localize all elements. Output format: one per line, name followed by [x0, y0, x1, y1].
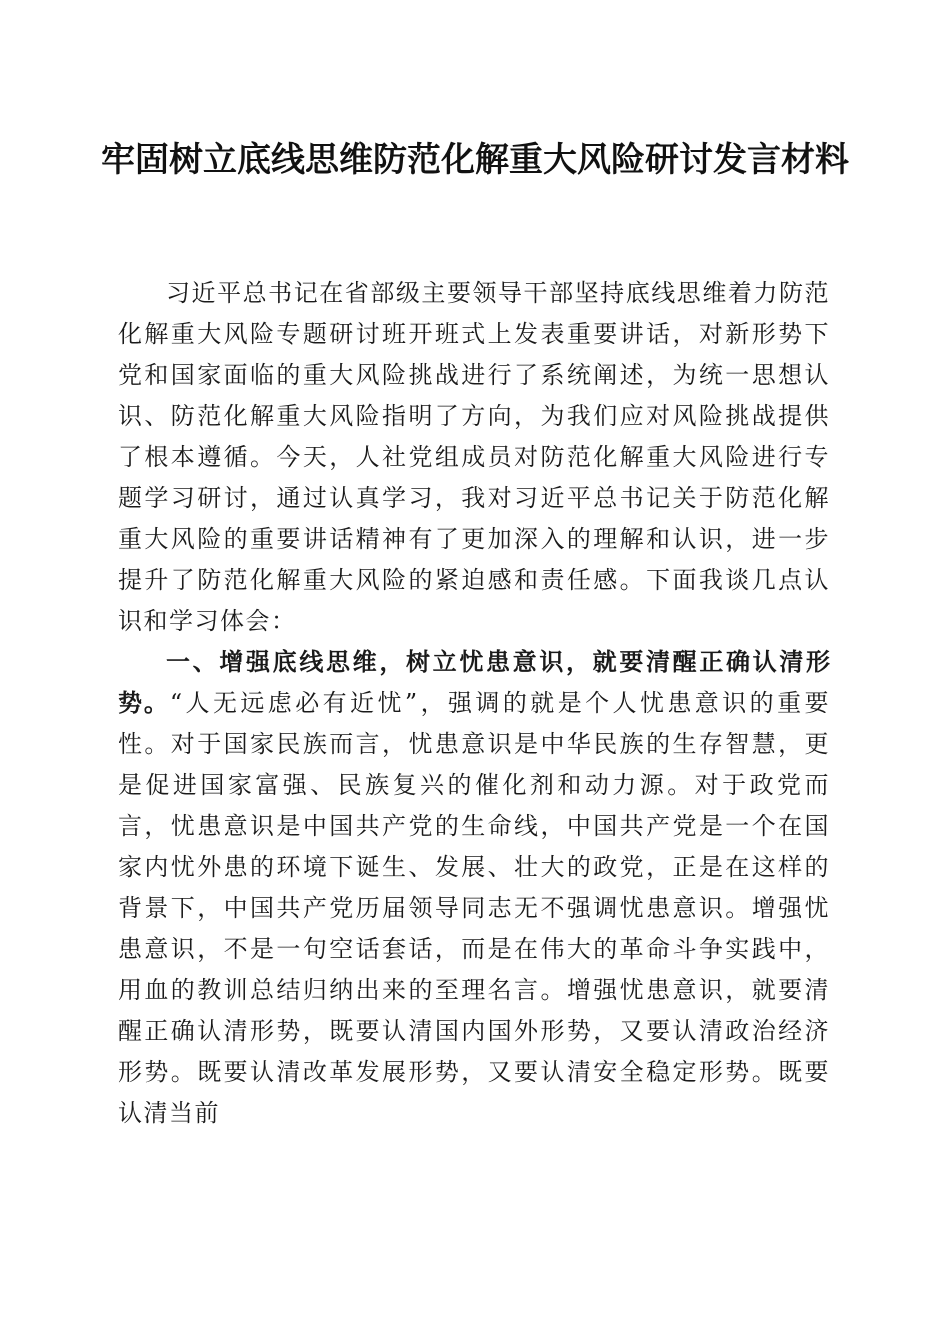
section-1-body: “人无远虑必有近忧”，强调的就是个人忧患意识的重要性。对于国家民族而言，忧患意识是中华民族的生存智慧，更是促进国家富强、民族复兴的催化剂和动力源。对于政党而言，忧患意识是中国共产党的生命线，中国共产党是一个在国家内忧外患的环境下诞生、发展、壮大的政党，正是在这样的背景下，中国共产党历届领导同志无不强调忧患意识。增强忧患意识，不是一句空话套话，而是在伟大的革命斗争实践中，用血的教训总结归纳出来的至理名言。增强忧患意识，就要清醒正确认清形势，既要认清国内国外形势，又要认清政治经济形势。既要认清改革发展形势，又要认清安全稳定形势。既要认清当前 [118, 689, 830, 1127]
section-1-paragraph [118, 642, 830, 1134]
document-title: 牢固树立底线思维防范化解重大风险研讨发言材料 [101, 140, 849, 180]
section-1-heading: 一、增强底线思维，树立忧患意识，就要清醒正确认清形势。 [118, 648, 830, 717]
document-body [118, 273, 830, 1134]
intro-paragraph: 习近平总书记在省部级主要领导干部坚持底线思维着力防范化解重大风险专题研讨班开班式上发表重要讲话，对新形势下党和国家面临的重大风险挑战进行了系统阐述，为统一思想认识、防范化解重大风险指明了方向，为我们应对风险挑战提供了根本遵循。今天，人社党组成员对防范化解重大风险进行专题学习研讨，通过认真学习，我对习近平总书记关于防范化解重大风险的重要讲话精神有了更加深入的理解和认识，进一步提升了防范化解重大风险的紧迫感和责任感。下面我谈几点认识和学习体会： [118, 279, 830, 635]
